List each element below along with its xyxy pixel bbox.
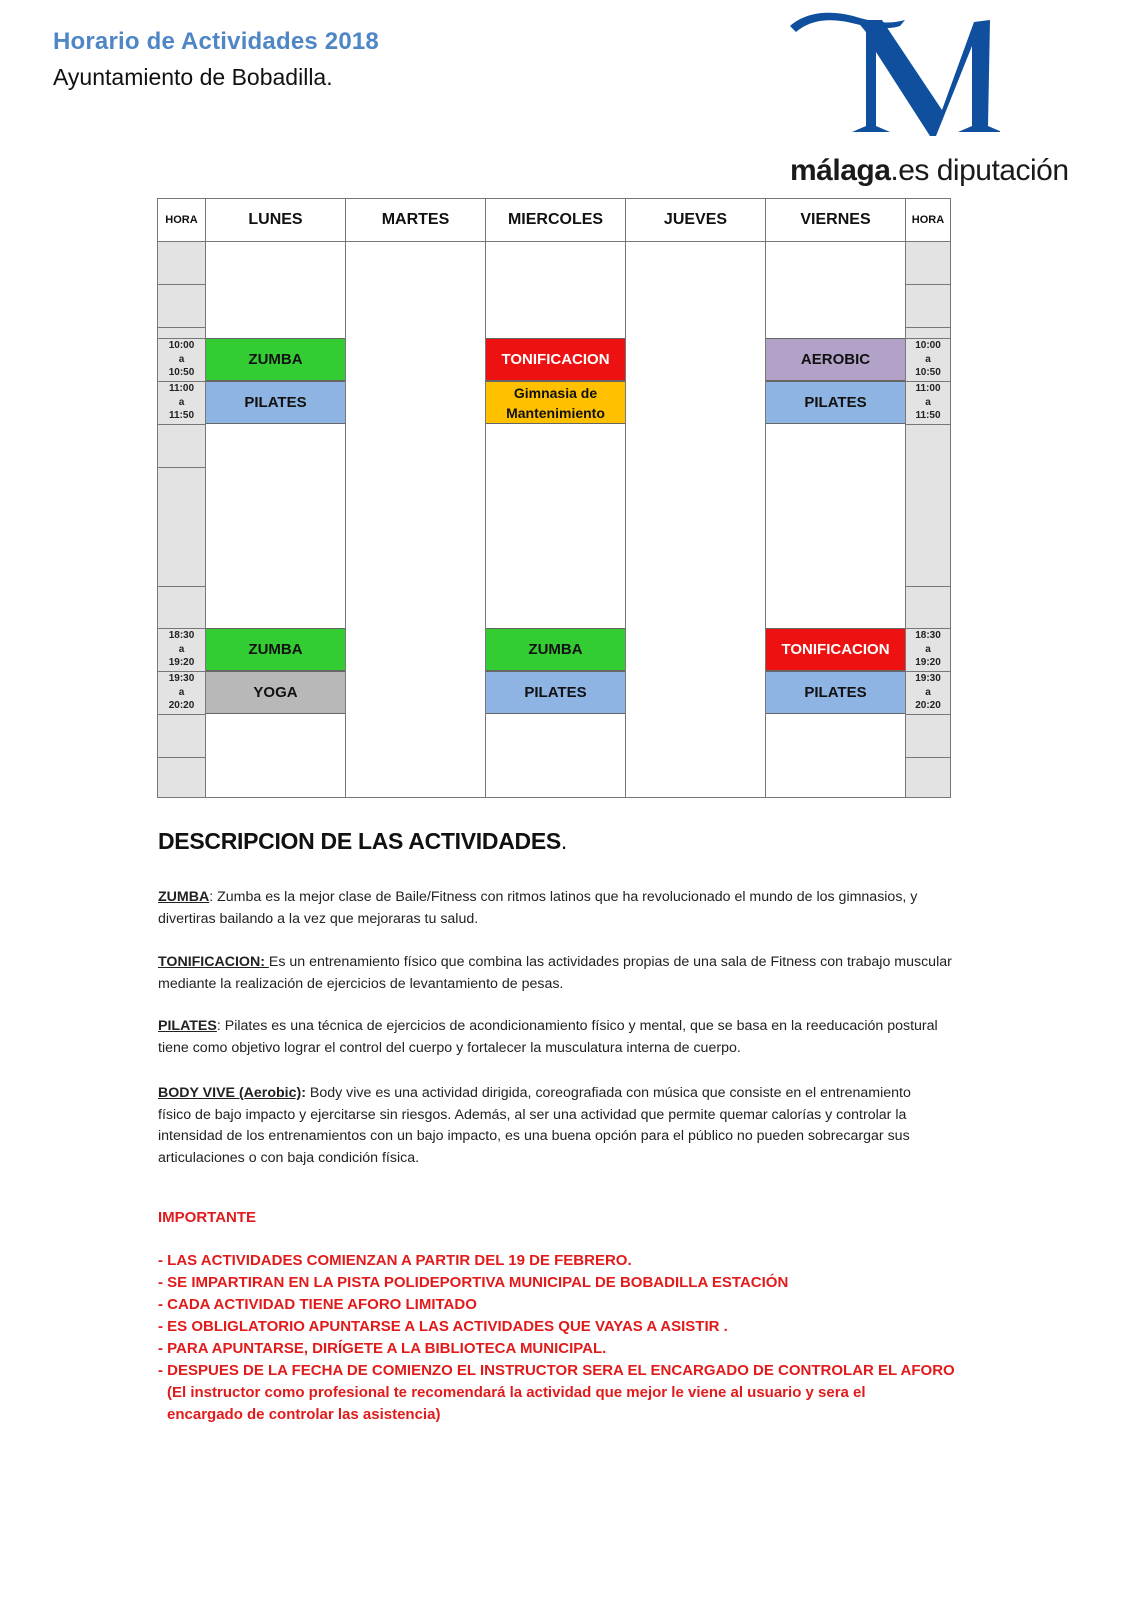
description-zumba: ZUMBA: Zumba es la mejor clase de Baile/Fitness con ritmos latinos que ha revolucionado el mundo de los gimnasios, y divertiras bailando a la vez que mejoraras tu salud. bbox=[158, 889, 918, 927]
important-item: - PARA APUNTARSE, DIRÍGETE A LA BIBLIOTECA MUNICIPAL. bbox=[158, 1340, 607, 1357]
time-slot: 11:00 a 11:50 bbox=[168, 383, 195, 422]
hour-column-left bbox=[158, 199, 205, 797]
activity-cell: TONIFICACION bbox=[486, 338, 625, 381]
page-subtitle: Ayuntamiento de Bobadilla. bbox=[53, 64, 333, 90]
page-title: Horario de Actividades 2018 bbox=[53, 28, 379, 55]
time-slot: 10:00 a 10:50 bbox=[168, 340, 195, 379]
day-column-jueves bbox=[625, 199, 765, 797]
activity-cell: PILATES bbox=[766, 381, 905, 424]
activity-cell: ZUMBA bbox=[486, 628, 625, 671]
day-header: MARTES bbox=[346, 199, 485, 242]
time-slot: 19:30 a 20:20 bbox=[168, 673, 195, 712]
important-note: (El instructor como profesional te recomendará la actividad que mejor le viene al usuario y sera el bbox=[167, 1384, 866, 1401]
hour-header: HORA bbox=[158, 199, 205, 242]
time-slot: 10:00 a 10:50 bbox=[915, 340, 941, 379]
time-slot: 11:00 a 11:50 bbox=[915, 383, 941, 422]
time-slot: 19:30 a 20:20 bbox=[915, 673, 941, 712]
hour-header: HORA bbox=[906, 199, 950, 242]
time-slot: 18:30 a 19:20 bbox=[915, 630, 941, 669]
day-column-viernes bbox=[765, 199, 905, 797]
activity-cell: AEROBIC bbox=[766, 338, 905, 381]
activity-cell: TONIFICACION bbox=[766, 628, 905, 671]
important-item: - ES OBLIGLATORIO APUNTARSE A LAS ACTIVIDADES QUE VAYAS A ASISTIR . bbox=[158, 1318, 728, 1335]
description-label: ZUMBA bbox=[158, 889, 210, 905]
logo-m-icon bbox=[790, 8, 1000, 138]
important-item: - DESPUES DE LA FECHA DE COMIENZO EL INSTRUCTOR SERA EL ENCARGADO DE CONTROLAR EL AFORO bbox=[158, 1362, 955, 1379]
activity-cell: PILATES bbox=[766, 671, 905, 714]
descriptions-heading: DESCRIPCION DE LAS ACTIVIDADES. bbox=[158, 828, 568, 854]
hour-column-right bbox=[905, 199, 950, 797]
day-header: VIERNES bbox=[766, 199, 905, 242]
time-slot: 18:30 a 19:20 bbox=[168, 630, 195, 669]
description-body-vive: BODY VIVE (Aerobic): Body vive es una actividad dirigida, coreografiada con música que consiste en el entrenamiento físico de bajo impacto y ejercitarse sin riesgos. Además, al ser una actividad que permite quemar calorías y controlar la intensidad de los entrenamientos con un bajo impacto, es una buena opción para el público no pueden sobrecargar sus articulaciones o con baja condición física. bbox=[158, 1085, 911, 1166]
day-header: JUEVES bbox=[626, 199, 765, 242]
important-item: - SE IMPARTIRAN EN LA PISTA POLIDEPORTIVA MUNICIPAL DE BOBADILLA ESTACIÓN bbox=[158, 1274, 789, 1291]
description-label: TONIFICACION: bbox=[158, 954, 269, 970]
day-column-miercoles bbox=[485, 199, 625, 797]
description-tonificacion: TONIFICACION: Es un entrenamiento físico que combina las actividades propias de una sala de Fitness con trabajo muscular mediante la realización de ejercicios de levantamiento de pesas. bbox=[158, 954, 952, 992]
activity-cell: PILATES bbox=[206, 381, 345, 424]
activity-cell: YOGA bbox=[206, 671, 345, 714]
description-label: PILATES bbox=[158, 1018, 217, 1034]
important-note: encargado de controlar las asistencia) bbox=[167, 1406, 441, 1423]
description-label: BODY VIVE (Aerobic) bbox=[158, 1085, 302, 1101]
important-item: - CADA ACTIVIDAD TIENE AFORO LIMITADO bbox=[158, 1296, 477, 1313]
activity-cell: Gimnasia de Mantenimiento bbox=[486, 381, 625, 424]
description-pilates: PILATES: Pilates es una técnica de ejercicios de acondicionamiento físico y mental, que se basa en la reeducación postural tiene como objetivo lograr el control del cuerpo y fortalecer la musculatura interna de cuerpo. bbox=[158, 1018, 938, 1056]
important-heading: IMPORTANTE bbox=[158, 1209, 257, 1226]
day-header: LUNES bbox=[206, 199, 345, 242]
activity-cell: PILATES bbox=[486, 671, 625, 714]
logo-wordmark: málaga.es diputación bbox=[790, 154, 1069, 187]
important-list bbox=[158, 1250, 955, 1426]
activity-cell: ZUMBA bbox=[206, 628, 345, 671]
day-header: MIERCOLES bbox=[486, 199, 625, 242]
malaga-diputacion-logo bbox=[790, 8, 1069, 188]
schedule-table bbox=[157, 198, 951, 798]
important-item: - LAS ACTIVIDADES COMIENZAN A PARTIR DEL 19 DE FEBRERO. bbox=[158, 1252, 632, 1269]
day-column-lunes bbox=[205, 199, 345, 797]
day-column-martes bbox=[345, 199, 485, 797]
activity-cell: ZUMBA bbox=[206, 338, 345, 381]
